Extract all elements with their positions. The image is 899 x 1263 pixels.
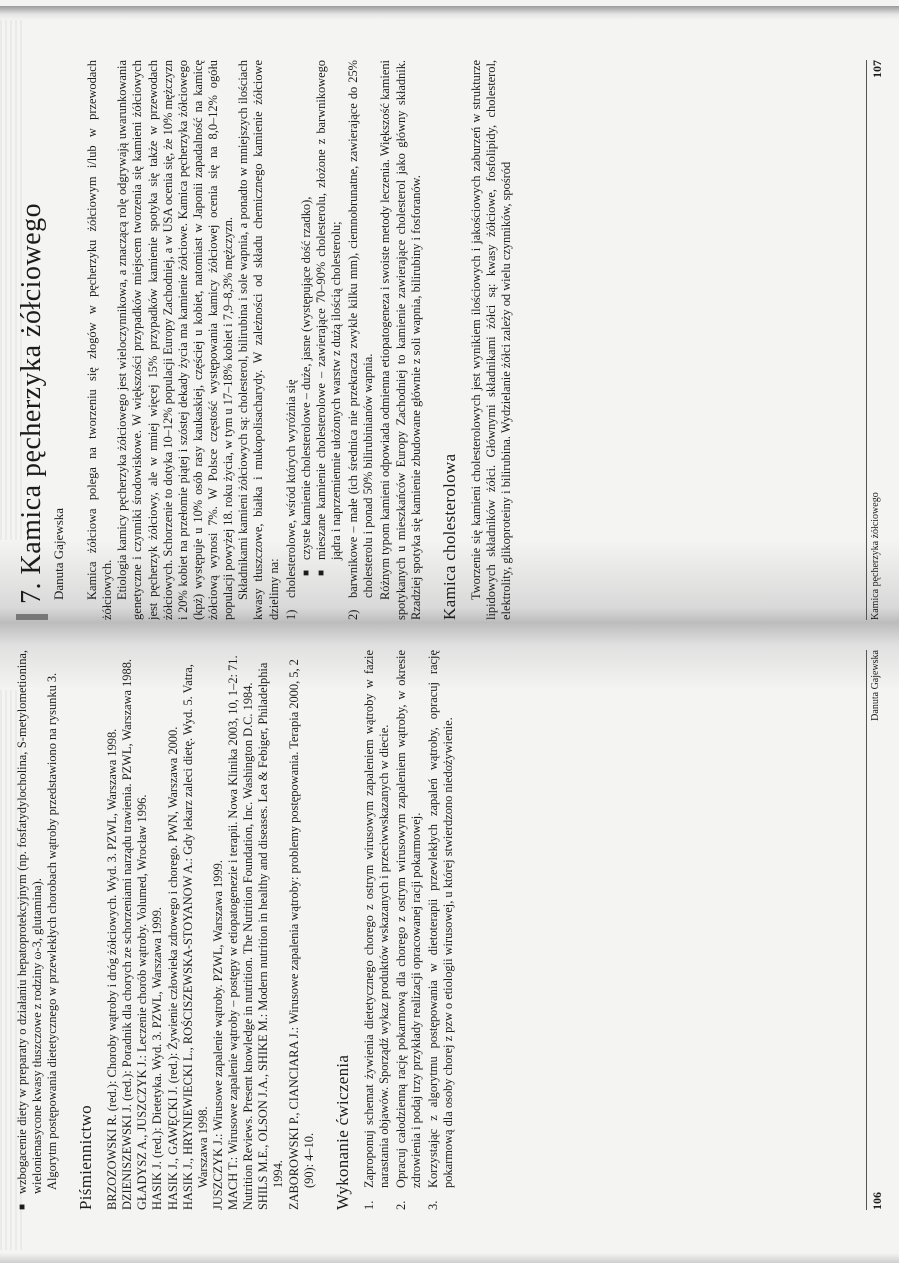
paragraph: Składnikami kamieni żółciowych są: cholesterol, bilirubina i sole wapnia, a ponadto w mniejszych ilościach kwasy tłuszczowe, białka i mukopolisacharydy. W zależności od składu chemicznego kamienie żółciowe dzielimy na: [235,60,281,620]
bullet-square-icon: ■ [315,569,327,576]
running-title: Kamica pęcherzyka żółciowego [869,492,881,620]
stone-class-item [283,60,344,620]
exercise-number: 1. [361,1200,376,1210]
page-107 [15,60,885,620]
page-number: 106 [869,1192,884,1210]
reference: BRZOZOWSKI R. (red.): Choroby wątroby i dróg żółciowych. Wyd. 3. PZWL, Warszawa 1998. [104,728,119,1210]
class-number: 1) [283,609,298,620]
chapter-author: Danuta Gajewska [50,507,66,600]
class-text: cholesterolowe, wśród których wyróżnia się [283,379,298,598]
page-107-footer [866,60,885,620]
reference: HASIK J., GAWĘCKI J. (red.): Żywienie człowieka zdrowego i chorego. PWN, Warszawa 2000. [165,726,180,1210]
class-text: barwnikowe – małe (ich średnica nie przekracza zwykle kilku mm), ciemnobrunatne, zawierające do 25% cholesterolu i ponad 50% bilirubinianów wapnia. [345,60,375,598]
bullet-square-icon: ■ [300,569,312,576]
exercise-text: Korzystając z algorytmu postępowania w dietoterapii przewlekłych zapaleń wątroby, opracuj rację pokarmową dla osoby chorej z pzw o etiologii wirusowej, u której stwierdzono niedożywienie. [425,650,455,1188]
reference: ZABOROWSKI P., CIANCIARA J.: Wirusowe zapalenia wątroby: problemy postępowania. Terapia 2000, 5, 2 (90): 4–10. [286,659,316,1210]
exercise-number: 3. [425,1200,440,1210]
exercise-item [426,650,456,1210]
bibliography-heading: Piśmiennictwo [75,1105,95,1210]
exercise-item [361,650,391,1210]
page-106 [15,650,885,1210]
sub-bullet-text: czyste kamienie cholesterolowe – duże, jasne (występujące dość rzadko), [298,196,313,560]
sub-bullet [313,60,343,598]
paragraph: Kamica żółciowa polega na tworzeniu się złogów w pęcherzyku żółciowym i/lub w przewodach żółciowych. [84,60,114,620]
sub-bullet-text: mieszane kamienie cholesterolowe – zawierające 70–90% cholesterolu, złożone z barwnikowego jądra i naprzemiennie ułożonych warstw z dużą ilością cholesterolu; [313,60,343,560]
bullet-text: wzbogacenie diety w preparaty o działaniu hepatoprotekcyjnym (np. fosfatydylocholina, S-metylometionina, wielonienasycone kwasy tłuszczowe z rodziny ω-3, glutamina). [14,650,44,1194]
page-number: 107 [869,60,884,78]
reference: JUSZCZYK J.: Wirusowe zapalenie wątroby. PZWL, Warszawa 1999. [210,860,225,1210]
exercise-list [361,650,456,1210]
stone-class-item [346,60,376,620]
page-edge-bottom [0,1253,899,1263]
chapter-bar-decoration [16,614,48,620]
paragraph: Różnym typom kamieni odpowiada odmienna etiopatogeneza i swoiste metody leczenia. Większość kamieni spotykanych u mieszkańców Europy Zachodniej to kamienie zawierające cholesterol jako główny składnik. Rzadziej spotyka się kamienie zbudowane głównie z soli wapnia, bilirubiny i fosforanów. [377,60,423,620]
reference: GŁADYSZ A., JUSZCZYK J.: Leczenie chorób wątroby. Volumed, Wrocław 1996. [134,794,149,1210]
reference: Nutrition Reviews. Present knowledge in nutrition. The Nutrition Foundation, Inc. Washington D.C. 1984. [240,682,255,1210]
exercise-number: 2. [393,1200,408,1210]
class-number: 2) [345,609,360,620]
reference: HASIK J., HRYNIEWIECKI L., ROŚCISZEWSKA-STOYANOW A.: Gdy lekarz zaleci dietę. Wyd. 5. Vatra, Warszawa 1998. [180,664,210,1210]
paragraph: Tworzenie się kamieni cholesterolowych jest wynikiem ilościowych i jakościowych zaburzeń w strukturze lipidowych składników żółci. Głównymi składnikami żółci są: kwasy żółciowe, fosfolipidy, cholesterol, elektrolity, glikoproteiny i bilirubina. Wydzielanie żółci zależy od wielu czynników, spośród [468,60,513,620]
reference-list [105,650,317,1210]
page-107-body [15,60,885,620]
sub-bullet [298,60,313,598]
bullet-item [15,650,45,1210]
page-edge-top [0,6,899,20]
page-106-footer [866,650,885,1210]
paragraph: Etiologia kamicy pęcherzyka żółciowego jest wieloczynnikowa, a znaczącą rolę odgrywają uwarunkowania genetyczne i czynniki środowiskowe. W większości przypadków miejscem tworzenia się kamieni żółciowych jest pęcherzyk żółciowy, ale w mniej więcej 15% przypadków kamienie spotyka się także w przewodach żółciowych. Schorzenie to dotyka 10–12% populacji Europy Zachodniej, a w USA ocenia się, że 10% mężczyzn i 20% kobiet na przełomie piątej i szóstej dekady życia ma kamienie żółciowe. Kamica pęcherzyka żółciowego (kpż) występuje u 10% osób rasy kaukaskiej, częściej u kobiet, natomiast w Japonii zapadalność na kamicę żółciową wynosi 7%. W Polsce częstość występowania kamicy żółciowej ocenia się na 8,0–12% ogółu populacji powyżej 18. roku życia, w tym u 17–18% kobiet i 7,9–8,3% mężczyzn. [114,60,235,620]
exercise-text: Zaproponuj schemat żywienia dietetycznego chorego z ostrym wirusowym zapaleniem wątroby w fazie narastania objawów. Sporządź wykaz produktów wskazanych i przeciwwskazanych w diecie. [361,650,391,1188]
reference: MACH T.: Wirusowe zapalenie wątroby – postępy w etiopatogenezie i terapii. Nowa Klinika 2003, 10, 1–2: 71. [225,655,240,1210]
page-106-body [15,650,885,1210]
section-heading: Kamica cholesterolowa [439,453,459,620]
exercise-text: Opracuj całodzienną rację pokarmową dla chorego z ostrym wirusowym zapaleniem wątroby, w okresie zdrowienia i podaj trzy przykłady realizacji opracowanej racji pokarmowej. [393,650,423,1188]
exercises-heading: Wykonanie ćwiczenia [332,1054,352,1210]
reference: DZIENISZEWSKI J. (red.): Poradnik dla chorych ze schorzeniami narządu trawienia. PZWL, Warszawa 1988. [119,659,134,1210]
exercise-item [393,650,423,1210]
reference: SHILS M.E., OLSON J.A., SHIKE M.: Modern nutrition in healthy and diseases. Lea & Febiger, Philadelphia 1994. [255,662,285,1210]
reference: HASIK J. (red.): Dietetyka. Wyd. 3. PZWL, Warszawa 1999. [149,906,164,1210]
bullet-square-icon: ■ [16,1203,28,1210]
chapter-title-text: 7. Kamica pęcherzyka żółciowego [15,202,47,604]
running-author: Danuta Gajewska [869,650,881,721]
chapter-title [15,60,49,620]
algorithm-note: Algorytm postępowania dietetycznego w przewlekłych chorobach wątroby przedstawiono na rysunku 3. [44,672,59,1190]
